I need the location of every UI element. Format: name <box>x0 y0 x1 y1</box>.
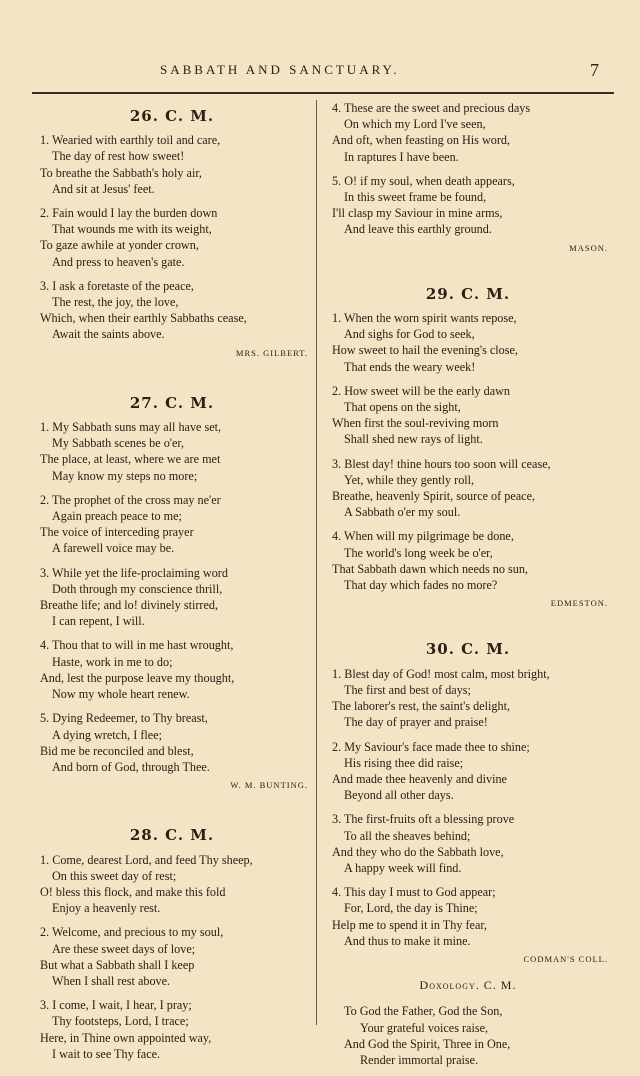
verse-line: Help me to spend it in Thy fear, <box>332 917 487 932</box>
verse-line: The first and best of days; <box>344 682 471 697</box>
verse-line: Beyond all other days. <box>344 788 454 803</box>
verse-line: How sweet to hail the evening's close, <box>332 343 518 358</box>
stanza <box>36 278 308 343</box>
verse-line: The laborer's rest, the saint's delight, <box>332 699 511 714</box>
verse-line: In raptures I have been. <box>344 149 459 164</box>
stanza <box>328 456 608 521</box>
verse-line: That wounds me with its weight, <box>52 222 212 237</box>
stanza <box>36 419 308 484</box>
verse-line: 1. Come, dearest Lord, and feed Thy sheep, <box>40 852 253 867</box>
hymn-attribution: EDMESTON. <box>550 598 608 609</box>
running-title: SABBATH AND SANCTUARY. <box>160 62 400 77</box>
stanza <box>36 492 308 557</box>
verse-line: Yet, while they gently roll, <box>344 472 475 487</box>
verse-line: And leave this earthly ground. <box>344 222 492 237</box>
verse-line: 1. Wearied with earthly toil and care, <box>40 133 221 148</box>
hymn <box>36 395 308 793</box>
verse-line: Are these sweet days of love; <box>52 941 196 956</box>
verse-line: 3. I come, I wait, I hear, I pray; <box>40 998 192 1013</box>
verse-line: Await the saints above. <box>52 327 165 342</box>
stanza <box>328 811 608 876</box>
hymn <box>36 827 308 1062</box>
page-number: 7 <box>590 60 599 80</box>
right-column <box>328 100 608 1076</box>
verse-line: And oft, when feasting on His word, <box>332 133 511 148</box>
verse-line: When first the soul-reviving morn <box>332 416 499 431</box>
hymn <box>328 100 608 256</box>
verse-line: 3. The first-fruits oft a blessing prove <box>332 812 515 827</box>
verse-line: That day which fades no more? <box>344 578 498 593</box>
verse-line: 2. How sweet will be the early dawn <box>332 383 511 398</box>
verse-line: Doth through my conscience thrill, <box>52 581 223 596</box>
hymn-title: 29. C. M. <box>425 284 511 303</box>
verse-line: A dying wretch, I flee; <box>52 727 162 742</box>
verse-line: The day of rest how sweet! <box>52 149 185 164</box>
verse-line: And sit at Jesus' feet. <box>52 181 155 196</box>
verse-line: And born of God, through Thee. <box>52 759 210 774</box>
stanza <box>328 528 608 593</box>
verse-line: 2. Welcome, and precious to my soul, <box>40 925 224 940</box>
hymn-title: 26. C. M. <box>129 107 215 125</box>
verse-line: To gaze awhile at yonder crown, <box>40 238 199 253</box>
hymn-title: 30. C. M. <box>425 640 511 659</box>
verse-line: To breathe the Sabbath's holy air, <box>40 165 202 180</box>
verse-line: 1. When the worn spirit wants repose, <box>332 311 517 326</box>
verse-line: For, Lord, the day is Thine; <box>344 901 478 916</box>
verse-line: A Sabbath o'er my soul. <box>344 505 461 520</box>
verse-line: That opens on the sight, <box>344 400 461 415</box>
doxology-line: Your grateful voices raise, <box>360 1020 489 1035</box>
column-divider <box>316 100 317 1025</box>
stanza <box>36 710 308 775</box>
stanza <box>328 173 608 238</box>
verse-line: 2. Fain would I lay the burden down <box>40 206 218 221</box>
doxology <box>328 977 608 1068</box>
left-column <box>36 100 308 1070</box>
doxology-stanza <box>328 1003 608 1068</box>
verse-line: 3. I ask a foretaste of the peace, <box>40 278 194 293</box>
verse-line: Again preach peace to me; <box>52 509 182 524</box>
hymn-attribution: MRS. GILBERT. <box>235 347 308 358</box>
verse-line: Now my whole heart renew. <box>52 687 190 702</box>
verse-line: 5. O! if my soul, when death appears, <box>332 173 515 188</box>
stanza <box>36 637 308 702</box>
verse-line: 3. While yet the life-proclaiming word <box>40 565 228 580</box>
doxology-line: To God the Father, God the Son, <box>344 1004 503 1019</box>
stanza <box>36 924 308 989</box>
hymn-attribution: W. M. BUNTING. <box>230 780 308 791</box>
stanza <box>36 852 308 917</box>
verse-line: A happy week will find. <box>344 860 462 875</box>
verse-line: That ends the weary week! <box>344 359 476 374</box>
verse-line: I can repent, I will. <box>52 614 145 629</box>
verse-line: Haste, work in me to do; <box>52 654 173 669</box>
verse-line: A farewell voice may be. <box>52 541 175 556</box>
stanza <box>36 205 308 270</box>
hymn-title: 28. C. M. <box>129 826 215 845</box>
verse-line: 4. These are the sweet and precious days <box>332 101 531 115</box>
verse-line: 5. Dying Redeemer, to Thy breast, <box>40 711 208 726</box>
right-hymns <box>328 100 608 967</box>
verse-line: And made thee heavenly and divine <box>332 771 507 786</box>
verse-line: 3. Blest day! thine hours too soon will cease, <box>332 456 551 471</box>
stanza <box>328 884 608 949</box>
verse-line: Bid me be reconciled and blest, <box>40 743 194 758</box>
verse-line: Thy footsteps, Lord, I trace; <box>52 1014 189 1029</box>
verse-line: On this sweet day of rest; <box>52 868 177 883</box>
stanza <box>328 310 608 375</box>
hymn-attribution: MASON. <box>569 242 608 253</box>
stanza <box>36 997 308 1062</box>
hymn-title: 27. C. M. <box>129 393 215 412</box>
verse-line: To all the sheaves behind; <box>344 828 471 843</box>
verse-line: Breathe life; and lo! divinely stirred, <box>40 598 219 613</box>
verse-line: May know my steps no more; <box>52 468 198 483</box>
verse-line: O! bless this flock, and make this fold <box>40 884 226 899</box>
verse-line: That Sabbath dawn which needs no sun, <box>332 561 528 576</box>
verse-line: And thus to make it mine. <box>344 933 471 948</box>
hymn <box>328 641 608 967</box>
hymn <box>328 286 608 612</box>
verse-line: Which, when their earthly Sabbaths cease, <box>40 311 247 326</box>
doxology-title: Doxology. C. M. <box>419 978 517 993</box>
verse-line: I wait to see Thy face. <box>52 1046 161 1061</box>
verse-line: And press to heaven's gate. <box>52 254 185 269</box>
verse-line: When I shall rest above. <box>52 973 171 988</box>
verse-line: On which my Lord I've seen, <box>344 117 486 132</box>
stanza <box>36 565 308 630</box>
verse-line: 1. Blest day of God! most calm, most bright, <box>332 666 550 681</box>
verse-line: In this sweet frame be found, <box>344 190 487 205</box>
verse-line: 4. This day I must to God appear; <box>332 885 496 900</box>
stanza <box>328 100 608 165</box>
verse-line: And they who do the Sabbath love, <box>332 844 504 859</box>
verse-line: Here, in Thine own appointed way, <box>40 1030 212 1045</box>
verse-line: The voice of interceding prayer <box>40 525 194 540</box>
verse-line: Shall shed new rays of light. <box>344 432 483 447</box>
verse-line: But what a Sabbath shall I keep <box>40 957 195 972</box>
stanza <box>36 132 308 197</box>
doxology-line: And God the Spirit, Three in One, <box>344 1036 511 1051</box>
verse-line: Enjoy a heavenly rest. <box>52 901 161 916</box>
verse-line: 1. My Sabbath suns may all have set, <box>40 420 222 435</box>
hymn-attribution: CODMAN'S COLL. <box>523 953 608 964</box>
stanza <box>328 383 608 448</box>
verse-line: His rising thee did raise; <box>344 755 464 770</box>
verse-line: The day of prayer and praise! <box>344 715 488 730</box>
verse-line: 4. Thou that to will in me hast wrought, <box>40 638 234 653</box>
verse-line: I'll clasp my Saviour in mine arms, <box>332 206 503 221</box>
stanza <box>328 739 608 804</box>
verse-line: 2. My Saviour's face made thee to shine; <box>332 739 530 754</box>
verse-line: My Sabbath scenes be o'er, <box>52 436 185 451</box>
verse-line: The rest, the joy, the love, <box>52 295 179 310</box>
verse-line: The world's long week be o'er, <box>344 545 493 560</box>
verse-line: And, lest the purpose leave my thought, <box>40 670 235 685</box>
doxology-line: Render immortal praise. <box>360 1052 479 1067</box>
verse-line: Breathe, heavenly Spirit, source of peace, <box>332 489 536 504</box>
hymn <box>36 108 308 361</box>
verse-line: The place, at least, where we are met <box>40 452 221 467</box>
header-rule <box>32 92 614 94</box>
stanza <box>328 666 608 731</box>
verse-line: And sighs for God to seek, <box>344 327 475 342</box>
verse-line: 4. When will my pilgrimage be done, <box>332 529 514 544</box>
verse-line: 2. The prophet of the cross may ne'er <box>40 492 221 507</box>
